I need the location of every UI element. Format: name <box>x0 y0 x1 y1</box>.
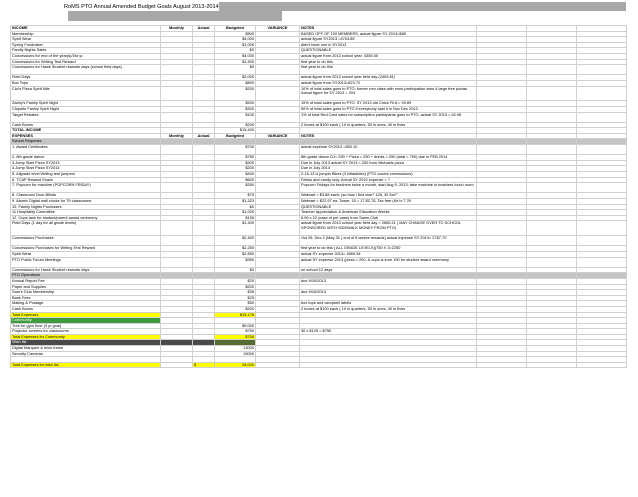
currency-symbol: $ <box>193 362 215 368</box>
expense-row <box>11 257 627 267</box>
wish-list-label: Wish list <box>11 340 161 346</box>
income-label: Cash Boxes <box>11 122 161 128</box>
community-note: 30 x $125 = $750 <box>300 329 477 335</box>
income-label: Concessions for Hawk Student rewards days (school field days) <box>11 65 161 75</box>
income-budgeted: $500 <box>215 31 256 37</box>
expense-budgeted: $1,000 <box>215 210 256 216</box>
expense-note: QUESTIONABLE <box>300 204 477 210</box>
expense-label: 3.Jump Start Pizza SY2013 <box>11 160 161 166</box>
expense-note: first year to do this ( ALL GRADE LEVELS)(750 X 3=2250 <box>300 246 477 252</box>
actual-heading: Actual <box>193 133 215 139</box>
expense-label: Field Days (1 day for all grade levels) <box>11 221 161 236</box>
expense-budgeted: $400 <box>215 172 256 178</box>
expense-budgeted: $2,850 <box>215 251 256 257</box>
income-note: 50% of total sales goes to PTO if everybody said it in Nov Dec 2013 <box>300 106 477 112</box>
income-label: Zaxby's Family Spirit Night <box>11 101 161 107</box>
income-label: Chipotle Family Spirit Night <box>11 106 161 112</box>
variance-heading: VARIANCE <box>256 133 300 139</box>
monthly-heading: Monthly <box>161 26 193 32</box>
expenses-heading: EXPENSES <box>11 133 161 139</box>
expense-budgeted: $1,323 <box>215 199 256 205</box>
community-budgeted: $9,000 <box>215 323 256 329</box>
expense-label: 6. TCAP Reward Snack <box>11 177 161 183</box>
total-wish-label: Total Expenses for wish list <box>11 362 161 368</box>
expense-budgeted: $750 <box>215 155 256 161</box>
income-heading: INCOME <box>11 26 161 32</box>
expense-label: 11.Hospitality Committee <box>11 210 161 216</box>
ops-label: Paper and Supplies <box>11 284 161 290</box>
income-label: Family Nights Sales <box>11 48 161 54</box>
expense-label: Concessions for Hawk Student rewards days <box>11 267 161 273</box>
income-budgeted: $0 <box>215 48 256 54</box>
income-note: actual figure from SY2013=623.72 <box>300 80 477 86</box>
income-note: 15% of total sales goes to PTO. SY 2013 did Chick Fil A = 90.89 <box>300 101 477 107</box>
total-community-value: $750 <box>215 334 256 340</box>
total-expenses-label: Total Expenses <box>11 312 161 318</box>
expense-budgeted: $600 <box>215 177 256 183</box>
expense-budgeted: $350 <box>215 257 256 267</box>
expense-budgeted: $0 <box>215 267 256 273</box>
title-bar <box>10 2 626 11</box>
school-requests-label: School Requests <box>11 139 161 145</box>
total-community-label: Total Expenses for Community <box>11 334 161 340</box>
expense-note: 2-15-13 U jumpin Bikes (3 inflatables) (PTO covers concessions) <box>300 172 477 178</box>
expense-row <box>11 236 627 246</box>
ops-budgeted: $25 <box>215 295 256 301</box>
income-note: actual figure from 2013 school year field day (2405.81) <box>300 75 477 81</box>
expense-note: Oct 26, Dec 2 (May 31 ( end of 8 weeks rewards) actual expense SY 2013= 2787.70 <box>300 236 477 246</box>
budget-spreadsheet <box>10 2 626 368</box>
income-budgeted: $800 <box>215 80 256 86</box>
expense-label: Concessions Purchases for Writing Test Reward <box>11 246 161 252</box>
community-label: Community <box>11 318 161 324</box>
ops-budgeted: $200 <box>215 284 256 290</box>
notes-heading: NOTES <box>300 133 477 139</box>
income-note: first year to do this <box>300 65 477 75</box>
expense-note: Drinks and candy only. Actual SY 2012 expense = ? <box>300 177 477 183</box>
income-label: Cici's Pizza Spirit Nite <box>11 86 161 101</box>
pto-operations-label: PTO Operations <box>11 273 161 279</box>
expense-label: 4.Jump Start Pizza SY2014 <box>11 166 161 172</box>
ops-budgeted: $20 <box>215 278 256 284</box>
expense-note: on school 12 days <box>300 267 477 273</box>
ops-label: Cash Boxes <box>11 306 161 312</box>
expense-budgeted: $200 <box>215 160 256 166</box>
wish-label: Digital Marquee & brick frame <box>11 346 161 352</box>
income-label: Box Tops <box>11 80 161 86</box>
wish-label: Security Cameras <box>11 351 161 357</box>
wish-budgeted: 15000 <box>215 351 256 357</box>
expense-note: Due in July 2014 <box>300 166 477 172</box>
income-note: actual figure from 2013 school year: 4355.50 <box>300 53 477 59</box>
expense-note: actual expense SY2013 =853.10 <box>300 145 477 155</box>
total-wish-value: 28,000 <box>215 362 256 368</box>
ops-budgeted: $35 <box>215 290 256 296</box>
expense-label: 7. Popcorn for machine (POPCORN FRIDAY) <box>11 183 161 193</box>
ops-note: due 9/10/2013 <box>300 278 477 284</box>
total-expenses-value: $15,176 <box>215 312 256 318</box>
expense-note: actual SY expense 2013 (pizza = 200, & cups is sure 150 for student award ceremony <box>300 257 477 267</box>
expense-budgeted: $155 <box>215 215 256 221</box>
total-wish-row <box>11 362 627 368</box>
income-budgeted: $200 <box>215 122 256 128</box>
expense-note: Popcorn Fridays for teachers twice a month, start Aug 9, 2013; take machine to teachers lunch room <box>300 183 477 193</box>
variance-heading: VARIANCE <box>256 26 300 32</box>
income-label: Spirit Wear <box>11 37 161 43</box>
ops-note: due 9/10/2013 <box>300 290 477 296</box>
expense-label: 8. Classroom Door Blinds <box>11 193 161 199</box>
expense-note: Walmart = $22.97 ea. Tower, 15 = 17 $2.75, Tax free (it's tx T 20 <box>300 199 477 205</box>
expense-label: 2. 8th grade dance <box>11 155 161 161</box>
actual-heading: Actual <box>193 26 215 32</box>
expense-note: 8th grade dance DJ= 250 + Pizza = 250 + drinks = 250 (total = 750) due in FEB 2014 <box>300 155 477 161</box>
income-label: Concessions for end of the year(s)/3rd yr. <box>11 53 161 59</box>
expense-label: 12. Cups tank for student/parent award ceremony <box>11 215 161 221</box>
expense-budgeted: $0 <box>215 204 256 210</box>
expense-row <box>11 145 627 155</box>
ops-note: box tops and campbell labels <box>300 301 477 307</box>
expense-note: Due in July 2013 actual SY 2013 = 200 from Michaels pizza <box>300 160 477 166</box>
expense-budgeted: $2,250 <box>215 246 256 252</box>
expense-row <box>11 221 627 236</box>
expense-budgeted: $75 <box>215 193 256 199</box>
expense-note: Teacher Appreciation & American Education Weeks <box>300 210 477 216</box>
community-budgeted: $750 <box>215 329 256 335</box>
income-note: actual figure SY2013 =4704.89 <box>300 37 477 43</box>
income-budgeted: $300 <box>215 106 256 112</box>
expense-label: 1. Award Certificates <box>11 145 161 155</box>
expense-budgeted: $700 <box>215 145 256 155</box>
income-row <box>11 86 627 101</box>
expense-budgeted: $350 <box>215 183 256 193</box>
income-budgeted: $2,000 <box>215 75 256 81</box>
budgeted-heading: Budgeted <box>215 26 256 32</box>
expense-note: Walmart = $3.88 each; (so how i find size? 128, 32.5x4"' <box>300 193 477 199</box>
income-note: first year to do this <box>300 59 477 65</box>
income-label: Membership <box>11 31 161 37</box>
monthly-heading: Monthly <box>161 133 193 139</box>
ops-label: Mailing & Postage <box>11 301 161 307</box>
community-label: Projector screens for classrooms <box>11 329 161 335</box>
income-budgeted: $200 <box>215 101 256 107</box>
expense-label: 10. Family Nights Purchases <box>11 204 161 210</box>
budget-table <box>10 25 627 368</box>
ops-label: Bank Fees <box>11 295 161 301</box>
sheet-title: RoMS PTO Annual Amended Budget Goals August 2013-2014 <box>54 4 219 10</box>
expense-row <box>11 183 627 193</box>
expense-label: Spirit Wear <box>11 251 161 257</box>
income-note: 1% of total Red Card sales for subscription participants goes to PTO, actual SY 2013 = 62.98 <box>300 112 477 122</box>
income-budgeted: $0 <box>215 65 256 75</box>
income-label: Concessions for Writing Test Reward <box>11 59 161 65</box>
budgeted-heading: Budgeted <box>215 133 256 139</box>
expense-note: actual SY expense 2013= 4669.54 <box>300 251 477 257</box>
income-label: Field Days <box>11 75 161 81</box>
income-note: 10% of total sales goes to PTO; former rom class with most participation wins 4 large free pizzas. Actual figure for SY 2013 = 204 <box>300 86 477 101</box>
ops-note: 2 boxes at $100 each ( 10 in quarters, 50 in ones, 40 in fives <box>300 306 477 312</box>
income-label: Target Rebates <box>11 112 161 122</box>
expense-label: Concessions Purchases <box>11 236 161 246</box>
income-budgeted: $1,000 <box>215 42 256 48</box>
income-row <box>11 65 627 75</box>
income-budgeted: $200 <box>215 86 256 101</box>
income-row <box>11 112 627 122</box>
expense-note: 6.99 x 22 (case of per case) from Sams Club <box>300 215 477 221</box>
income-note: QUESTIONABLE <box>300 48 477 54</box>
expense-label: PTO Public Forum Meetings <box>11 257 161 267</box>
income-budgeted: $1,400 <box>215 59 256 65</box>
expense-note: actual figure from 2013 school year field day = 2650.21 ( MAY CHANGE OVER TO SCHOOL SPONSORED WITH SIDEWALK MONEY FROM PTO) <box>300 221 477 236</box>
notes-heading: NOTES <box>300 26 477 32</box>
wish-budgeted: 13000 <box>215 346 256 352</box>
ops-budgeted: $200 <box>215 306 256 312</box>
income-label: Spring Fundraiser <box>11 42 161 48</box>
ops-label: Sam's Club Membership <box>11 290 161 296</box>
income-budgeted: $100 <box>215 112 256 122</box>
income-budgeted: $15,400 <box>215 128 256 134</box>
community-label: Tree for gym floor (3 yr goal) <box>11 323 161 329</box>
expense-budgeted: $2,400 <box>215 236 256 246</box>
income-note: BASED OFF OF 100 MEMBERS, actual figure SY 2013=$85 <box>300 31 477 37</box>
income-budgeted: $4,000 <box>215 37 256 43</box>
expense-budgeted: $200 <box>215 166 256 172</box>
expense-budgeted: $1,400 <box>215 221 256 236</box>
ops-label: Annual Report Fee <box>11 278 161 284</box>
expense-label: 5. Allgrade level Writing test jumpers <box>11 172 161 178</box>
income-label: TOTAL INCOME <box>11 128 161 134</box>
income-budgeted: $4,000 <box>215 53 256 59</box>
ops-budgeted: $50 <box>215 301 256 307</box>
income-note: didn't have one in SY2013 <box>300 42 477 48</box>
income-note: 2 boxes at $100 each ( 10 in quarters, 50 in ones, 40 in fives <box>300 122 477 128</box>
expense-label: 9. Atomic Digital wall clocks for 75 classrooms <box>11 199 161 205</box>
